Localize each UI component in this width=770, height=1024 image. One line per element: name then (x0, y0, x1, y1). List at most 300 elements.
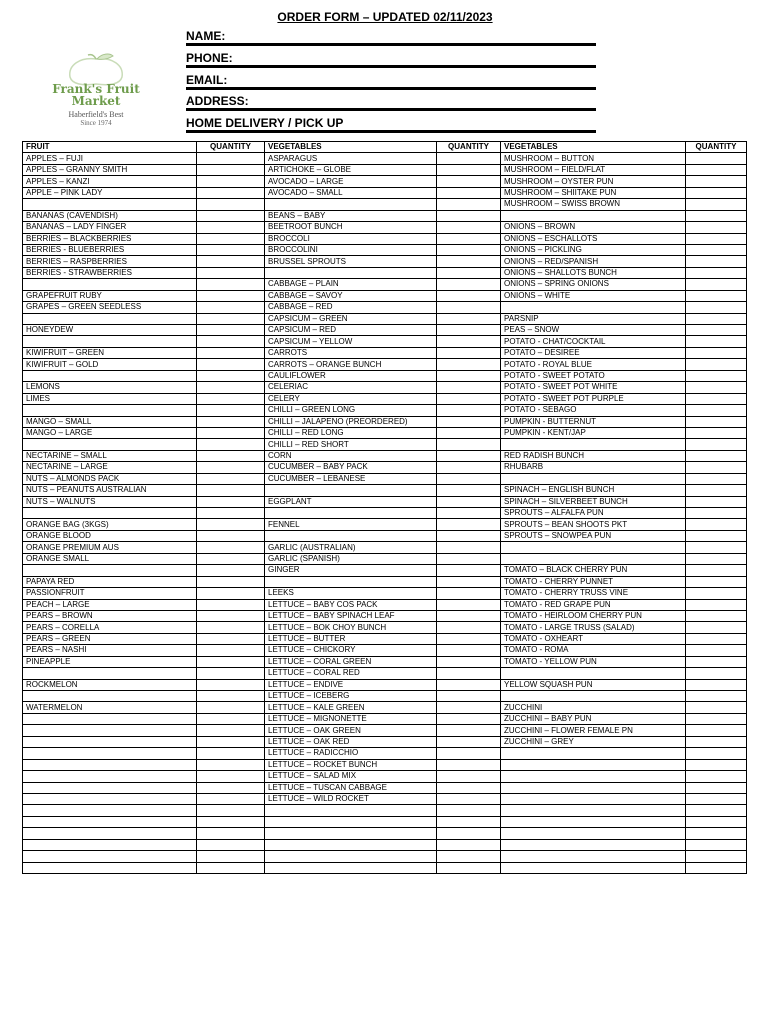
table-row (23, 542, 747, 553)
quantity-cell[interactable] (197, 256, 265, 267)
quantity-cell[interactable] (437, 713, 501, 724)
vegetable-item: TOMATO - HEIRLOOM CHERRY PUN (501, 610, 686, 621)
vegetable-item: TOMATO - RED GRAPE PUN (501, 599, 686, 610)
fruit-item: GRAPEFRUIT RUBY (23, 290, 197, 301)
quantity-cell[interactable] (686, 736, 747, 747)
quantity-cell[interactable] (686, 427, 747, 438)
vegetable-item: AVOCADO – SMALL (265, 187, 437, 198)
quantity-cell[interactable] (197, 839, 265, 850)
quantity-cell[interactable] (197, 279, 265, 290)
vegetable-item: CUCUMBER – BABY PACK (265, 462, 437, 473)
quantity-cell[interactable] (197, 713, 265, 724)
table-row (23, 862, 747, 873)
table-row (23, 553, 747, 564)
fruit-item: MANGO – LARGE (23, 427, 197, 438)
quantity-cell[interactable] (197, 244, 265, 255)
quantity-cell[interactable] (686, 508, 747, 519)
quantity-cell[interactable] (437, 725, 501, 736)
quantity-cell[interactable] (437, 427, 501, 438)
quantity-cell[interactable] (686, 267, 747, 278)
vegetable-item: LETTUCE – RADICCHIO (265, 748, 437, 759)
quantity-cell[interactable] (686, 645, 747, 656)
quantity-cell[interactable] (437, 222, 501, 233)
quantity-cell[interactable] (437, 668, 501, 679)
phone-field[interactable] (186, 48, 596, 68)
vegetable-item: GARLIC (SPANISH) (265, 553, 437, 564)
quantity-cell[interactable] (686, 393, 747, 404)
vegetable-item: CAPSICUM – GREEN (265, 313, 437, 324)
table-row (23, 325, 747, 336)
quantity-cell[interactable] (437, 702, 501, 713)
quantity-cell[interactable] (686, 439, 747, 450)
vegetable-item: BEANS – BABY (265, 210, 437, 221)
fruit-item: GRAPES – GREEN SEEDLESS (23, 302, 197, 313)
quantity-cell[interactable] (437, 187, 501, 198)
vegetable-item: ZUCCHINI – GREY (501, 736, 686, 747)
table-row (23, 713, 747, 724)
quantity-cell[interactable] (197, 210, 265, 221)
table-row (23, 199, 747, 210)
quantity-cell[interactable] (197, 485, 265, 496)
quantity-cell[interactable] (437, 736, 501, 747)
quantity-cell[interactable] (197, 176, 265, 187)
quantity-cell[interactable] (437, 622, 501, 633)
vegetable-item (501, 748, 686, 759)
quantity-cell[interactable] (686, 805, 747, 816)
quantity-cell[interactable] (437, 599, 501, 610)
vegetable-item (501, 782, 686, 793)
quantity-cell[interactable] (437, 656, 501, 667)
table-row (23, 187, 747, 198)
quantity-cell[interactable] (197, 816, 265, 827)
quantity-cell[interactable] (197, 771, 265, 782)
quantity-cell[interactable] (686, 347, 747, 358)
quantity-cell[interactable] (197, 645, 265, 656)
header-quantity: QUANTITY (437, 142, 501, 153)
table-row (23, 496, 747, 507)
vegetable-item: ZUCCHINI (501, 702, 686, 713)
quantity-cell[interactable] (686, 233, 747, 244)
quantity-cell[interactable] (437, 782, 501, 793)
fruit-item: ORANGE PREMIUM AUS (23, 542, 197, 553)
quantity-cell[interactable] (686, 782, 747, 793)
quantity-cell[interactable] (197, 164, 265, 175)
vegetable-item: POTATO - ROYAL BLUE (501, 359, 686, 370)
quantity-cell[interactable] (686, 210, 747, 221)
delivery-pickup-field[interactable] (186, 113, 596, 133)
table-row (23, 633, 747, 644)
quantity-cell[interactable] (437, 485, 501, 496)
quantity-cell[interactable] (686, 153, 747, 164)
quantity-cell[interactable] (686, 771, 747, 782)
quantity-cell[interactable] (197, 565, 265, 576)
quantity-cell[interactable] (437, 405, 501, 416)
quantity-cell[interactable] (197, 805, 265, 816)
quantity-cell[interactable] (197, 759, 265, 770)
quantity-cell[interactable] (197, 828, 265, 839)
quantity-cell[interactable] (686, 588, 747, 599)
quantity-cell[interactable] (197, 851, 265, 862)
quantity-cell[interactable] (686, 633, 747, 644)
quantity-cell[interactable] (437, 679, 501, 690)
quantity-cell[interactable] (686, 576, 747, 587)
quantity-cell[interactable] (437, 839, 501, 850)
quantity-cell[interactable] (686, 725, 747, 736)
table-row (23, 336, 747, 347)
address-field[interactable] (186, 91, 596, 111)
quantity-cell[interactable] (686, 553, 747, 564)
quantity-cell[interactable] (197, 622, 265, 633)
vegetable-item: MUSHROOM – OYSTER PUN (501, 176, 686, 187)
quantity-cell[interactable] (686, 187, 747, 198)
fruit-item (23, 759, 197, 770)
quantity-cell[interactable] (437, 519, 501, 530)
quantity-cell[interactable] (686, 748, 747, 759)
quantity-cell[interactable] (197, 679, 265, 690)
quantity-cell[interactable] (197, 748, 265, 759)
vegetable-item: POTATO - SWEET POT PURPLE (501, 393, 686, 404)
vegetable-item: CELERY (265, 393, 437, 404)
quantity-cell[interactable] (197, 187, 265, 198)
quantity-cell[interactable] (437, 473, 501, 484)
quantity-cell[interactable] (437, 462, 501, 473)
quantity-cell[interactable] (197, 462, 265, 473)
quantity-cell[interactable] (437, 610, 501, 621)
quantity-cell[interactable] (437, 530, 501, 541)
table-row (23, 176, 747, 187)
vegetable-item (265, 267, 437, 278)
quantity-cell[interactable] (686, 313, 747, 324)
vegetable-item: POTATO - SWEET POTATO (501, 370, 686, 381)
table-row (23, 771, 747, 782)
vegetable-item (501, 839, 686, 850)
quantity-cell[interactable] (686, 302, 747, 313)
header-vegetables: VEGETABLES (265, 142, 437, 153)
fruit-item (23, 725, 197, 736)
quantity-cell[interactable] (437, 565, 501, 576)
quantity-cell[interactable] (437, 176, 501, 187)
email-field[interactable] (186, 70, 596, 90)
vegetable-item (501, 759, 686, 770)
vegetable-item: ASPARAGUS (265, 153, 437, 164)
vegetable-item: CELERIAC (265, 382, 437, 393)
quantity-cell[interactable] (197, 427, 265, 438)
quantity-cell[interactable] (197, 222, 265, 233)
quantity-cell[interactable] (197, 530, 265, 541)
quantity-cell[interactable] (197, 633, 265, 644)
quantity-cell[interactable] (197, 393, 265, 404)
quantity-cell[interactable] (686, 793, 747, 804)
quantity-cell[interactable] (437, 805, 501, 816)
quantity-cell[interactable] (437, 816, 501, 827)
quantity-cell[interactable] (197, 405, 265, 416)
quantity-cell[interactable] (686, 679, 747, 690)
quantity-cell[interactable] (686, 565, 747, 576)
quantity-cell[interactable] (437, 382, 501, 393)
quantity-cell[interactable] (437, 302, 501, 313)
vegetable-item (265, 805, 437, 816)
fruit-item: BERRIES - BLUEBERRIES (23, 244, 197, 255)
header-quantity: QUANTITY (197, 142, 265, 153)
quantity-cell[interactable] (686, 244, 747, 255)
quantity-cell[interactable] (437, 748, 501, 759)
quantity-cell[interactable] (686, 176, 747, 187)
quantity-cell[interactable] (686, 599, 747, 610)
quantity-cell[interactable] (197, 290, 265, 301)
quantity-cell[interactable] (197, 359, 265, 370)
vegetable-item (501, 851, 686, 862)
vegetable-item: BEETROOT BUNCH (265, 222, 437, 233)
quantity-cell[interactable] (686, 256, 747, 267)
fruit-item: NECTARINE – SMALL (23, 450, 197, 461)
quantity-cell[interactable] (686, 542, 747, 553)
fruit-item: BANANAS (CAVENDISH) (23, 210, 197, 221)
vegetable-item: ONIONS – SHALLOTS BUNCH (501, 267, 686, 278)
table-row (23, 668, 747, 679)
quantity-cell[interactable] (437, 359, 501, 370)
quantity-cell[interactable] (686, 759, 747, 770)
quantity-cell[interactable] (197, 336, 265, 347)
quantity-cell[interactable] (197, 382, 265, 393)
quantity-cell[interactable] (437, 153, 501, 164)
quantity-cell[interactable] (197, 370, 265, 381)
quantity-cell[interactable] (197, 267, 265, 278)
quantity-cell[interactable] (437, 862, 501, 873)
quantity-cell[interactable] (197, 473, 265, 484)
table-row (23, 793, 747, 804)
vegetable-item: CAULIFLOWER (265, 370, 437, 381)
vegetable-item: ONIONS – PICKLING (501, 244, 686, 255)
fruit-item: MANGO – SMALL (23, 416, 197, 427)
quantity-cell[interactable] (197, 610, 265, 621)
name-field[interactable] (186, 26, 596, 46)
quantity-cell[interactable] (197, 691, 265, 702)
email-label: EMAIL: (186, 73, 228, 87)
vegetable-item (265, 828, 437, 839)
quantity-cell[interactable] (686, 279, 747, 290)
quantity-cell[interactable] (437, 633, 501, 644)
quantity-cell[interactable] (437, 645, 501, 656)
quantity-cell[interactable] (686, 199, 747, 210)
order-table (22, 141, 747, 874)
vegetable-item: LETTUCE – CHICKORY (265, 645, 437, 656)
vegetable-item: CHILLI – RED LONG (265, 427, 437, 438)
vegetable-item: TOMATO – BLACK CHERRY PUN (501, 565, 686, 576)
quantity-cell[interactable] (437, 199, 501, 210)
quantity-cell[interactable] (197, 576, 265, 587)
quantity-cell[interactable] (686, 851, 747, 862)
quantity-cell[interactable] (197, 668, 265, 679)
quantity-cell[interactable] (437, 279, 501, 290)
quantity-cell[interactable] (197, 542, 265, 553)
quantity-cell[interactable] (686, 713, 747, 724)
table-row (23, 805, 747, 816)
quantity-cell[interactable] (686, 473, 747, 484)
quantity-cell[interactable] (197, 862, 265, 873)
quantity-cell[interactable] (437, 691, 501, 702)
quantity-cell[interactable] (686, 656, 747, 667)
quantity-cell[interactable] (437, 553, 501, 564)
quantity-cell[interactable] (197, 656, 265, 667)
fruit-item: APPLES – KANZI (23, 176, 197, 187)
quantity-cell[interactable] (686, 450, 747, 461)
vegetable-item: SPINACH – SILVERBEET BUNCH (501, 496, 686, 507)
quantity-cell[interactable] (437, 164, 501, 175)
vegetable-item: PUMPKIN - BUTTERNUT (501, 416, 686, 427)
quantity-cell[interactable] (437, 576, 501, 587)
quantity-cell[interactable] (197, 793, 265, 804)
quantity-cell[interactable] (197, 553, 265, 564)
quantity-cell[interactable] (686, 462, 747, 473)
vegetable-item: LETTUCE – BABY SPINACH LEAF (265, 610, 437, 621)
quantity-cell[interactable] (197, 153, 265, 164)
fruit-item: LIMES (23, 393, 197, 404)
quantity-cell[interactable] (197, 496, 265, 507)
quantity-cell[interactable] (437, 347, 501, 358)
quantity-cell[interactable] (686, 691, 747, 702)
vegetable-item: POTATO - SWEET POT WHITE (501, 382, 686, 393)
quantity-cell[interactable] (197, 736, 265, 747)
vegetable-item (265, 851, 437, 862)
quantity-cell[interactable] (437, 588, 501, 599)
quantity-cell[interactable] (437, 267, 501, 278)
fruit-item (23, 336, 197, 347)
quantity-cell[interactable] (686, 416, 747, 427)
fruit-item (23, 279, 197, 290)
vegetable-item: CARROTS (265, 347, 437, 358)
quantity-cell[interactable] (437, 244, 501, 255)
quantity-cell[interactable] (437, 439, 501, 450)
quantity-cell[interactable] (686, 702, 747, 713)
quantity-cell[interactable] (686, 290, 747, 301)
quantity-cell[interactable] (437, 325, 501, 336)
quantity-cell[interactable] (437, 450, 501, 461)
vegetable-item (501, 862, 686, 873)
quantity-cell[interactable] (197, 702, 265, 713)
quantity-cell[interactable] (197, 599, 265, 610)
quantity-cell[interactable] (686, 222, 747, 233)
quantity-cell[interactable] (686, 405, 747, 416)
quantity-cell[interactable] (437, 851, 501, 862)
quantity-cell[interactable] (197, 782, 265, 793)
quantity-cell[interactable] (197, 302, 265, 313)
vegetable-item: CAPSICUM – RED (265, 325, 437, 336)
quantity-cell[interactable] (437, 771, 501, 782)
quantity-cell[interactable] (437, 508, 501, 519)
vegetable-item: TOMATO - LARGE TRUSS (SALAD) (501, 622, 686, 633)
quantity-cell[interactable] (686, 530, 747, 541)
quantity-cell[interactable] (437, 793, 501, 804)
quantity-cell[interactable] (197, 519, 265, 530)
quantity-cell[interactable] (437, 416, 501, 427)
table-row (23, 462, 747, 473)
vegetable-item: CUCUMBER – LEBANESE (265, 473, 437, 484)
vegetable-item: ZUCCHINI – FLOWER FEMALE PN (501, 725, 686, 736)
fruit-item (23, 862, 197, 873)
fruit-item: PEACH – LARGE (23, 599, 197, 610)
quantity-cell[interactable] (197, 347, 265, 358)
quantity-cell[interactable] (686, 519, 747, 530)
quantity-cell[interactable] (437, 313, 501, 324)
quantity-cell[interactable] (197, 233, 265, 244)
vegetable-item: LETTUCE – TUSCAN CABBAGE (265, 782, 437, 793)
quantity-cell[interactable] (686, 485, 747, 496)
quantity-cell[interactable] (437, 256, 501, 267)
fruit-item: PAPAYA RED (23, 576, 197, 587)
quantity-cell[interactable] (197, 508, 265, 519)
vegetable-item: CABBAGE – PLAIN (265, 279, 437, 290)
quantity-cell[interactable] (437, 290, 501, 301)
quantity-cell[interactable] (437, 336, 501, 347)
quantity-cell[interactable] (686, 336, 747, 347)
fruit-item (23, 748, 197, 759)
vegetable-item: LETTUCE – ROCKET BUNCH (265, 759, 437, 770)
table-row (23, 290, 747, 301)
table-row (23, 359, 747, 370)
quantity-cell[interactable] (686, 862, 747, 873)
table-row (23, 588, 747, 599)
quantity-cell[interactable] (197, 325, 265, 336)
quantity-cell[interactable] (437, 370, 501, 381)
quantity-cell[interactable] (197, 313, 265, 324)
vegetable-item: LETTUCE – CORAL GREEN (265, 656, 437, 667)
quantity-cell[interactable] (437, 210, 501, 221)
quantity-cell[interactable] (437, 393, 501, 404)
quantity-cell[interactable] (686, 622, 747, 633)
vegetable-item: POTATO - SEBAGO (501, 405, 686, 416)
quantity-cell[interactable] (197, 450, 265, 461)
table-row (23, 519, 747, 530)
table-row (23, 816, 747, 827)
table-row (23, 233, 747, 244)
quantity-cell[interactable] (197, 199, 265, 210)
fruit-item: WATERMELON (23, 702, 197, 713)
quantity-cell[interactable] (686, 816, 747, 827)
fruit-item: PEARS – GREEN (23, 633, 197, 644)
table-row (23, 599, 747, 610)
quantity-cell[interactable] (686, 668, 747, 679)
table-row (23, 565, 747, 576)
vegetable-item: CARROTS – ORANGE BUNCH (265, 359, 437, 370)
table-row (23, 313, 747, 324)
quantity-cell[interactable] (686, 610, 747, 621)
fruit-item (23, 793, 197, 804)
quantity-cell[interactable] (686, 382, 747, 393)
vegetable-item: TOMATO - CHERRY PUNNET (501, 576, 686, 587)
quantity-cell[interactable] (686, 325, 747, 336)
fruit-item: KIWIFRUIT – GOLD (23, 359, 197, 370)
quantity-cell[interactable] (437, 496, 501, 507)
quantity-cell[interactable] (197, 416, 265, 427)
vegetable-item (501, 793, 686, 804)
quantity-cell[interactable] (686, 839, 747, 850)
quantity-cell[interactable] (437, 828, 501, 839)
quantity-cell[interactable] (197, 725, 265, 736)
table-row (23, 279, 747, 290)
quantity-cell[interactable] (686, 164, 747, 175)
quantity-cell[interactable] (686, 496, 747, 507)
vegetable-item: RHUBARB (501, 462, 686, 473)
quantity-cell[interactable] (686, 370, 747, 381)
quantity-cell[interactable] (686, 828, 747, 839)
quantity-cell[interactable] (437, 233, 501, 244)
quantity-cell[interactable] (197, 439, 265, 450)
quantity-cell[interactable] (437, 759, 501, 770)
quantity-cell[interactable] (686, 359, 747, 370)
fruit-item: PEARS – BROWN (23, 610, 197, 621)
quantity-cell[interactable] (197, 588, 265, 599)
quantity-cell[interactable] (437, 542, 501, 553)
